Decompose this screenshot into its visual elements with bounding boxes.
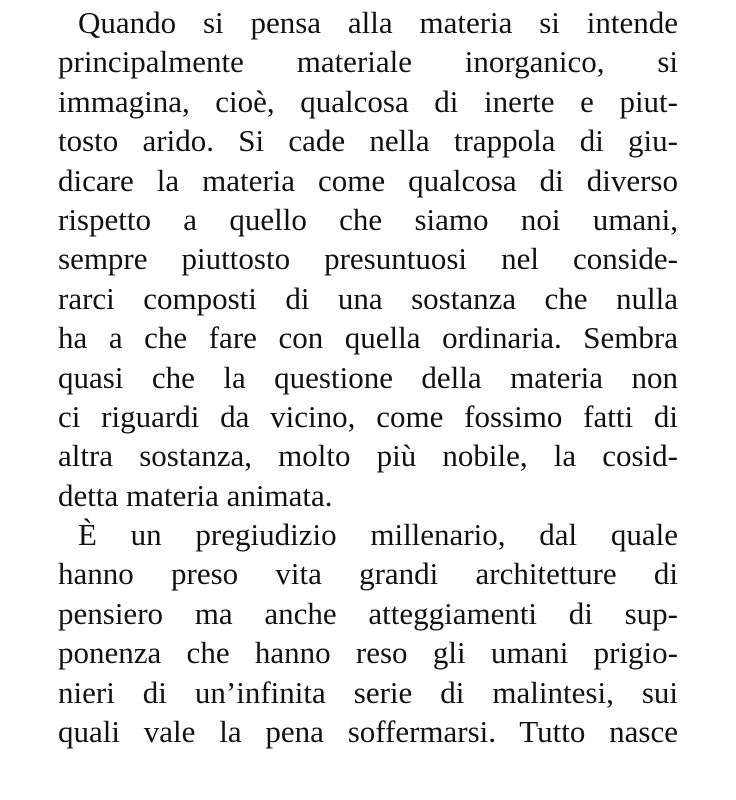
text-line: ha a che fare con quella ordinaria. Sembra xyxy=(58,320,678,356)
text-line: detta materia animata. xyxy=(58,477,333,513)
text-line: tosto arido. Si cade nella trappola di giu- xyxy=(58,123,678,159)
text-line: rispetto a quello che siamo noi umani, xyxy=(58,201,678,237)
text-line: immagina, cioè, qualcosa di inerte e piut- xyxy=(58,83,678,119)
text-line: pensiero ma anche atteggiamenti di sup- xyxy=(58,595,678,631)
text-line: È un pregiudizio millenario, dal quale xyxy=(78,517,678,553)
text-line: rarci composti di una sostanza che nulla xyxy=(58,280,678,316)
text-line: dicare la materia come qualcosa di diverso xyxy=(58,162,678,198)
text-line: altra sostanza, molto più nobile, la cosid- xyxy=(58,438,678,474)
text-line: sempre piuttosto presuntuosi nel conside- xyxy=(58,241,678,277)
text-line: ci riguardi da vicino, come fossimo fatti di xyxy=(58,398,678,434)
text-line: nieri di un’infinita serie di malintesi, sui xyxy=(58,674,678,710)
text-line: quali vale la pena soffermarsi. Tutto nasce xyxy=(58,714,678,750)
text-line: ponenza che hanno reso gli umani prigio- xyxy=(58,635,678,671)
text-line: principalmente materiale inorganico, si xyxy=(58,44,678,80)
page-text xyxy=(58,3,678,751)
text-line: Quando si pensa alla materia si intende xyxy=(78,5,678,40)
paragraph xyxy=(58,3,678,515)
text-line: hanno preso vita grandi architetture di xyxy=(58,556,678,592)
paragraph xyxy=(58,515,678,751)
text-line: quasi che la questione della materia non xyxy=(58,359,678,395)
